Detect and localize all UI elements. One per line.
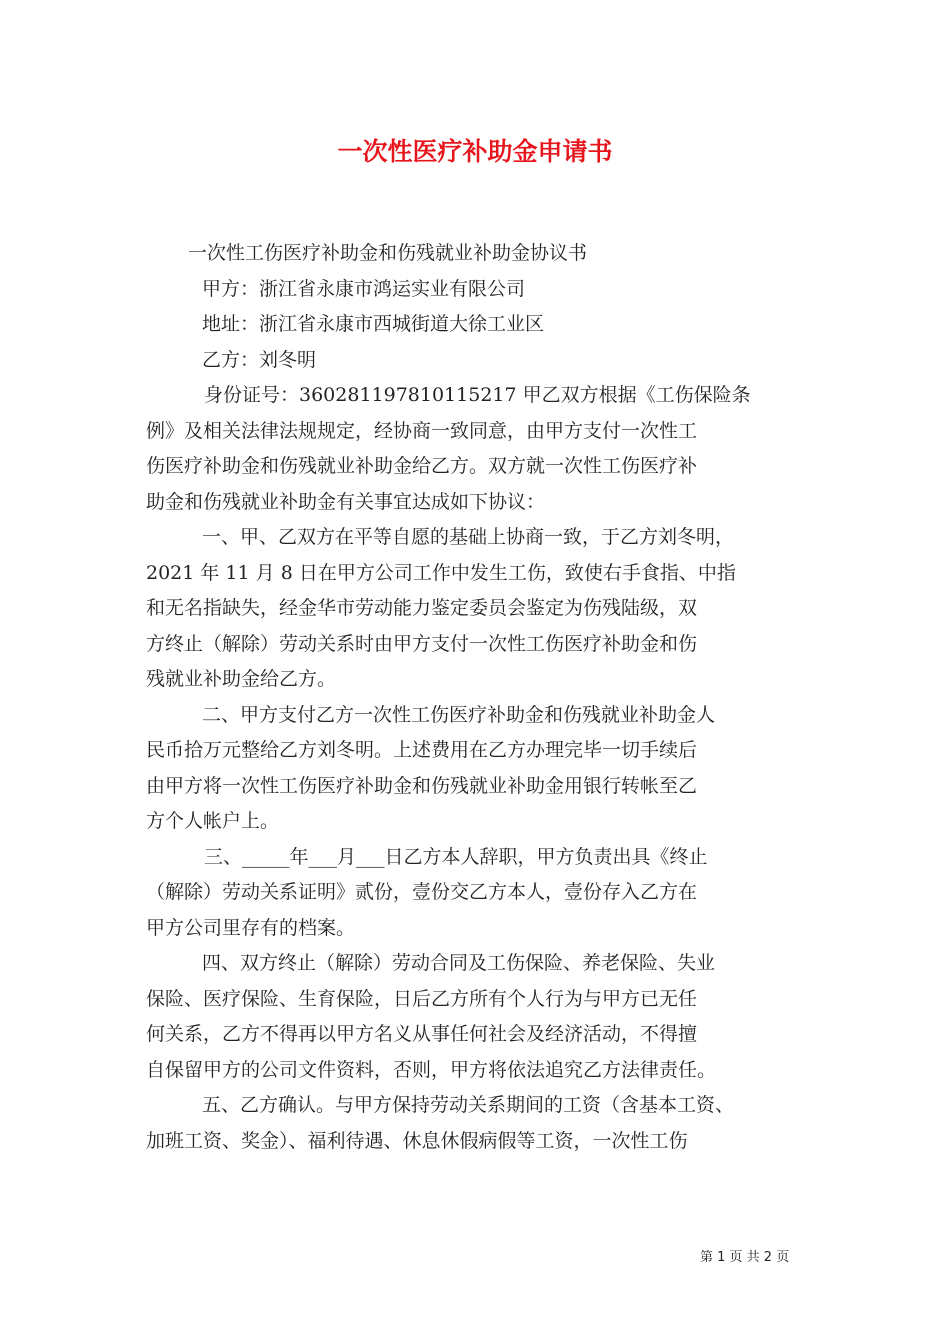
clause-1-line: 一、甲、乙双方在平等自愿的基础上协商一致，于乙方刘冬明，: [202, 526, 735, 548]
clause-2-line: 二、甲方支付乙方一次性工伤医疗补助金和伤残就业补助金人: [202, 703, 716, 726]
agreement-heading: 一次性工伤医疗补助金和伤残就业补助金协议书: [188, 242, 588, 264]
clause-2-line: 民币拾万元整给乙方刘冬明。上述费用在乙方办理完毕一切手续后: [146, 739, 698, 761]
clause-4-line: 保险、医疗保险、生育保险，日后乙方所有个人行为与甲方已无任: [146, 987, 698, 1010]
clause-1-line: 残就业补助金给乙方。: [146, 668, 337, 690]
party-a-line: 甲方：浙江省永康市鸿运实业有限公司: [202, 277, 526, 300]
clause-1-line: 和无名指缺失，经金华市劳动能力鉴定委员会鉴定为伤残陆级，双: [146, 597, 698, 619]
party-b-line: 乙方：刘冬明: [202, 348, 317, 371]
clause-4-line: 四、双方终止（解除）劳动合同及工伤保险、养老保险、失业: [202, 952, 716, 974]
id-paragraph-line: 身份证号：360281197810115217 甲乙双方根据《工伤保险条: [204, 384, 751, 406]
id-paragraph-line: 伤医疗补助金和伤残就业补助金给乙方。双方就一次性工伤医疗补: [146, 455, 698, 477]
clause-4-line: 自保留甲方的公司文件资料，否则，甲方将依法追究乙方法律责任。: [146, 1058, 717, 1081]
clause-2-line: 方个人帐户上。: [146, 810, 280, 832]
clause-5-line: 五、乙方确认。与甲方保持劳动关系期间的工资（含基本工资、: [202, 1094, 735, 1116]
document-title: 一次性医疗补助金申请书: [337, 137, 613, 166]
id-paragraph-line: 助金和伤残就业补助金有关事宜达成如下协议：: [146, 490, 546, 513]
clause-2-line: 由甲方将一次性工伤医疗补助金和伤残就业补助金用银行转帐至乙: [146, 774, 698, 797]
page-number-footer: 第 1 页 共 2 页: [700, 1250, 790, 1265]
clause-4-line: 何关系，乙方不得再以甲方名义从事任何社会及经济活动，不得擅: [146, 1023, 698, 1045]
clause-3-line: （解除）劳动关系证明》贰份，壹份交乙方本人，壹份存入乙方在: [146, 881, 698, 903]
clause-3-line: 三、_____年___月___日乙方本人辞职，甲方负责出具《终止: [204, 845, 708, 868]
agreement-body: [146, 236, 814, 1159]
clause-5-line: 加班工资、奖金）、福利待遇、休息休假病假等工资，一次性工伤: [146, 1129, 688, 1152]
clause-1-line: 方终止（解除）劳动关系时由甲方支付一次性工伤医疗补助金和伤: [146, 632, 698, 655]
clause-3-line: 甲方公司里存有的档案。: [146, 916, 356, 939]
address-line: 地址：浙江省永康市西城街道大徐工业区: [202, 313, 545, 335]
id-paragraph-line: 例》及相关法律法规规定，经协商一致同意，由甲方支付一次性工: [146, 419, 698, 442]
clause-1-line: 2021 年 11 月 8 日在甲方公司工作中发生工伤，致使右手食指、中指: [146, 561, 736, 584]
